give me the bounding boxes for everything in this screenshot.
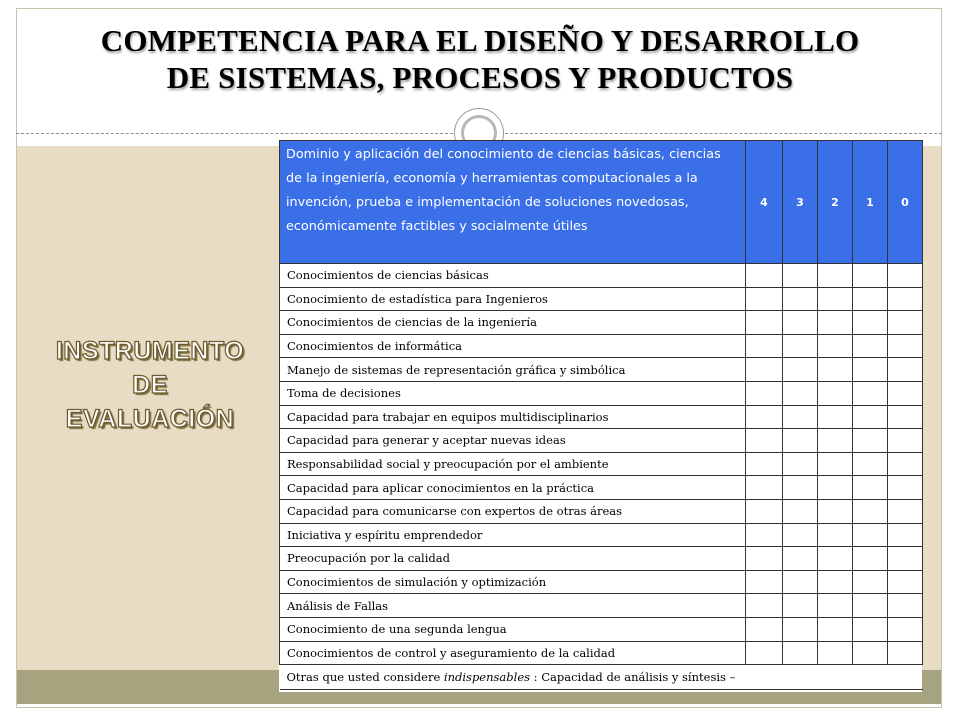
score-cell-4[interactable] <box>746 429 783 453</box>
score-cell-1[interactable] <box>853 405 888 429</box>
table-row <box>280 570 923 594</box>
score-cell-2[interactable] <box>818 381 853 405</box>
score-cell-3[interactable] <box>783 476 818 500</box>
instrument-label <box>30 334 270 436</box>
score-cell-3[interactable] <box>783 358 818 382</box>
score-cell-0[interactable] <box>888 617 923 641</box>
criterion-label: Preocupación por la calidad <box>280 547 746 571</box>
score-cell-3[interactable] <box>783 452 818 476</box>
score-cell-3[interactable] <box>783 429 818 453</box>
score-cell-1[interactable] <box>853 499 888 523</box>
score-cell-0[interactable] <box>888 405 923 429</box>
score-cell-1[interactable] <box>853 617 888 641</box>
score-cell-4[interactable] <box>746 452 783 476</box>
score-cell-0[interactable] <box>888 476 923 500</box>
score-header-3: 3 <box>783 141 818 264</box>
score-cell-4[interactable] <box>746 523 783 547</box>
slide-title <box>0 22 960 96</box>
score-cell-0[interactable] <box>888 523 923 547</box>
score-header-4: 4 <box>746 141 783 264</box>
score-cell-2[interactable] <box>818 405 853 429</box>
score-cell-0[interactable] <box>888 381 923 405</box>
score-cell-1[interactable] <box>853 264 888 288</box>
criterion-label: Capacidad para aplicar conocimientos en la práctica <box>280 476 746 500</box>
score-cell-1[interactable] <box>853 358 888 382</box>
criterion-label: Capacidad para trabajar en equipos multidisciplinarios <box>280 405 746 429</box>
other-emphasis: indispensables <box>443 670 531 685</box>
table-row <box>280 381 923 405</box>
score-cell-2[interactable] <box>818 311 853 335</box>
score-cell-4[interactable] <box>746 358 783 382</box>
evaluation-table-container <box>279 140 922 692</box>
score-cell-2[interactable] <box>818 476 853 500</box>
score-cell-2[interactable] <box>818 334 853 358</box>
table-row <box>280 594 923 618</box>
table-row <box>280 617 923 641</box>
score-cell-0[interactable] <box>888 547 923 571</box>
other-competencies-row <box>280 665 923 690</box>
score-cell-4[interactable] <box>746 264 783 288</box>
score-cell-3[interactable] <box>783 334 818 358</box>
criterion-label: Conocimientos de informática <box>280 334 746 358</box>
criterion-label: Manejo de sistemas de representación gráfica y simbólica <box>280 358 746 382</box>
criterion-label: Responsabilidad social y preocupación por el ambiente <box>280 452 746 476</box>
competence-description: Dominio y aplicación del conocimiento de ciencias básicas, ciencias de la ingeniería, economía y herramientas computacionales a la invención, prueba e implementación de soluciones novedosas, económicamente factibles y socialmente útiles <box>280 141 746 264</box>
score-cell-0[interactable] <box>888 499 923 523</box>
title-line-2: DE SISTEMAS, PROCESOS Y PRODUCTOS <box>166 60 794 95</box>
score-header-0: 0 <box>888 141 923 264</box>
score-cell-3[interactable] <box>783 570 818 594</box>
score-cell-2[interactable] <box>818 452 853 476</box>
criterion-label: Iniciativa y espíritu emprendedor <box>280 523 746 547</box>
score-cell-4[interactable] <box>746 617 783 641</box>
score-cell-0[interactable] <box>888 641 923 665</box>
score-cell-4[interactable] <box>746 499 783 523</box>
table-row <box>280 264 923 288</box>
score-cell-2[interactable] <box>818 429 853 453</box>
score-cell-1[interactable] <box>853 641 888 665</box>
score-cell-3[interactable] <box>783 405 818 429</box>
score-cell-4[interactable] <box>746 334 783 358</box>
score-cell-1[interactable] <box>853 452 888 476</box>
score-cell-0[interactable] <box>888 429 923 453</box>
table-row <box>280 641 923 665</box>
table-row <box>280 476 923 500</box>
score-cell-4[interactable] <box>746 311 783 335</box>
instrument-label-line-2: DE <box>132 371 168 399</box>
score-cell-0[interactable] <box>888 594 923 618</box>
criterion-label: Conocimientos de control y aseguramiento de la calidad <box>280 641 746 665</box>
score-cell-3[interactable] <box>783 641 818 665</box>
score-cell-2[interactable] <box>818 287 853 311</box>
score-cell-1[interactable] <box>853 570 888 594</box>
score-cell-3[interactable] <box>783 594 818 618</box>
score-cell-4[interactable] <box>746 381 783 405</box>
table-row <box>280 405 923 429</box>
criterion-label: Conocimiento de una segunda lengua <box>280 617 746 641</box>
score-cell-3[interactable] <box>783 287 818 311</box>
score-cell-2[interactable] <box>818 617 853 641</box>
score-cell-3[interactable] <box>783 547 818 571</box>
criterion-label: Capacidad para generar y aceptar nuevas ideas <box>280 429 746 453</box>
score-cell-2[interactable] <box>818 641 853 665</box>
score-cell-3[interactable] <box>783 311 818 335</box>
score-cell-4[interactable] <box>746 287 783 311</box>
table-row <box>280 358 923 382</box>
score-header-2: 2 <box>818 141 853 264</box>
score-cell-3[interactable] <box>783 499 818 523</box>
score-header-1: 1 <box>853 141 888 264</box>
score-cell-0[interactable] <box>888 358 923 382</box>
score-cell-4[interactable] <box>746 476 783 500</box>
table-row <box>280 499 923 523</box>
score-cell-1[interactable] <box>853 594 888 618</box>
score-cell-4[interactable] <box>746 641 783 665</box>
criterion-label: Capacidad para comunicarse con expertos de otras áreas <box>280 499 746 523</box>
score-cell-2[interactable] <box>818 264 853 288</box>
score-cell-2[interactable] <box>818 523 853 547</box>
table-header-row <box>280 141 923 264</box>
score-cell-1[interactable] <box>853 334 888 358</box>
score-cell-4[interactable] <box>746 594 783 618</box>
score-cell-1[interactable] <box>853 523 888 547</box>
score-cell-3[interactable] <box>783 264 818 288</box>
score-cell-1[interactable] <box>853 381 888 405</box>
table-row <box>280 287 923 311</box>
table-row <box>280 547 923 571</box>
table-row <box>280 334 923 358</box>
criterion-label: Conocimiento de estadística para Ingenieros <box>280 287 746 311</box>
criterion-label: Conocimientos de ciencias de la ingeniería <box>280 311 746 335</box>
title-line-1: COMPETENCIA PARA EL DISEÑO Y DESARROLLO <box>100 23 860 58</box>
table-row <box>280 311 923 335</box>
score-cell-1[interactable] <box>853 476 888 500</box>
score-cell-2[interactable] <box>818 358 853 382</box>
score-cell-3[interactable] <box>783 523 818 547</box>
score-cell-2[interactable] <box>818 547 853 571</box>
table-row <box>280 429 923 453</box>
instrument-label-line-3: EVALUACIÓN <box>65 405 235 433</box>
score-cell-4[interactable] <box>746 405 783 429</box>
score-cell-3[interactable] <box>783 617 818 641</box>
score-cell-1[interactable] <box>853 547 888 571</box>
score-cell-0[interactable] <box>888 334 923 358</box>
other-suffix: : Capacidad de análisis y síntesis – <box>530 670 736 685</box>
score-cell-4[interactable] <box>746 547 783 571</box>
table-row <box>280 523 923 547</box>
instrument-label-line-1: INSTRUMENTO <box>55 337 245 365</box>
score-cell-2[interactable] <box>818 570 853 594</box>
score-cell-2[interactable] <box>818 499 853 523</box>
score-cell-1[interactable] <box>853 311 888 335</box>
score-cell-1[interactable] <box>853 429 888 453</box>
score-cell-0[interactable] <box>888 311 923 335</box>
criterion-label: Análisis de Fallas <box>280 594 746 618</box>
other-prefix: Otras que usted considere <box>286 670 444 685</box>
score-cell-0[interactable] <box>888 570 923 594</box>
score-cell-0[interactable] <box>888 287 923 311</box>
score-cell-0[interactable] <box>888 452 923 476</box>
criterion-label: Conocimientos de ciencias básicas <box>280 264 746 288</box>
criterion-label: Conocimientos de simulación y optimización <box>280 570 746 594</box>
score-cell-0[interactable] <box>888 264 923 288</box>
score-cell-2[interactable] <box>818 594 853 618</box>
score-cell-1[interactable] <box>853 287 888 311</box>
criterion-label: Toma de decisiones <box>280 381 746 405</box>
evaluation-table <box>279 140 923 690</box>
score-cell-3[interactable] <box>783 381 818 405</box>
other-competencies-text <box>280 665 923 690</box>
table-row <box>280 452 923 476</box>
score-cell-4[interactable] <box>746 570 783 594</box>
